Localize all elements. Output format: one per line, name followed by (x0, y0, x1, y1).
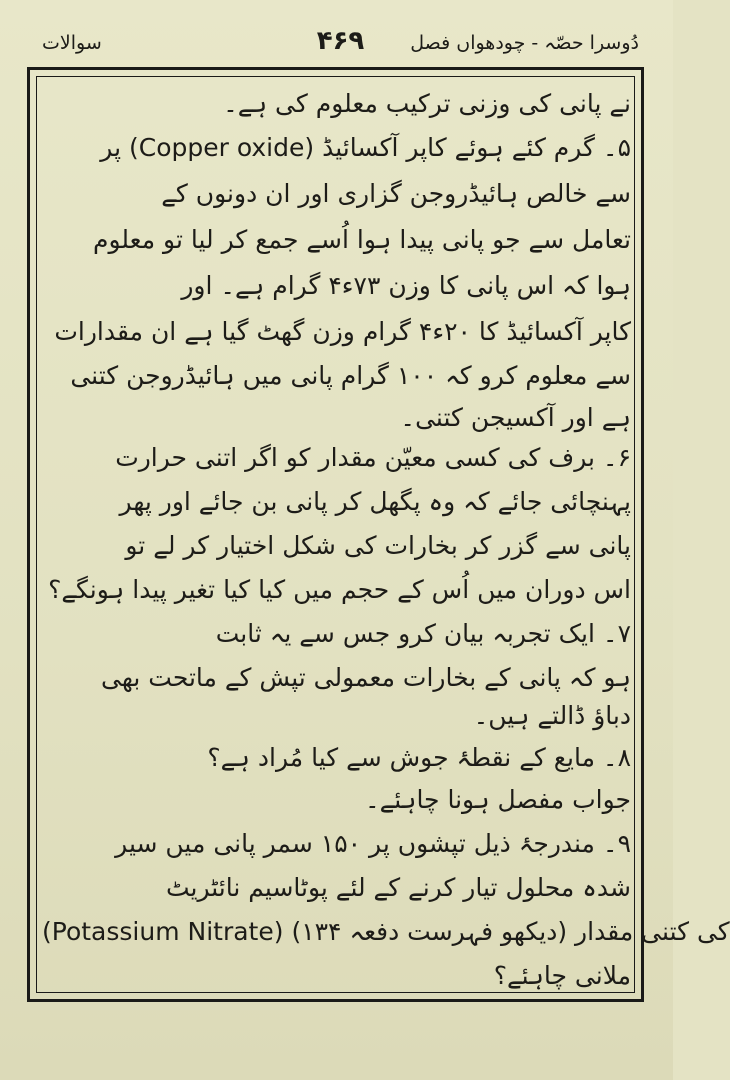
text-line: ۵۔ گرم کئے ہوئے کاپر آکسائیڈ (Copper oxide) پر (100, 133, 631, 162)
text-line: ۹۔ مندرجۂ ذیل تپشوں پر ۱۵۰ سمر پانی میں سیر (115, 829, 631, 858)
header-chapter-title: دُوسرا حصّہ - چودھواں فصل (410, 32, 639, 54)
text-line: ہوا کہ اس پانی کا وزن ۷۳ء۴ گرام ہے۔ اور (181, 271, 631, 300)
text-line: شدہ محلول تیار کرنے کے لئے پوٹاسیم نائٹریٹ (165, 873, 631, 902)
text-line: تعامل سے جو پانی پیدا ہوا اُسے جمع کر لیا تو معلوم (92, 225, 631, 254)
text-line: ملانی چاہئے؟ (493, 961, 631, 990)
text-line: ہو کہ پانی کے بخارات معمولی تپش کے ماتحت بھی (101, 663, 631, 692)
text-line: (Potassium Nitrate) کی کتنی مقدار (دیکھو فہرست دفعہ ۱۳۴) (42, 917, 730, 946)
page-header (38, 26, 643, 66)
text-line: سے خالص ہائیڈروجن گزاری اور ان دونوں کے (161, 179, 631, 208)
text-line: پہنچائی جائے کہ وہ پگھل کر پانی بن جائے اور پھر (119, 487, 631, 516)
text-line: ۷۔ ایک تجربہ بیان کرو جس سے یہ ثابت (215, 619, 631, 648)
text-line: سے معلوم کرو کہ ۱۰۰ گرام پانی میں ہائیڈروجن کتنی (70, 361, 631, 390)
text-line: دباؤ ڈالتے ہیں۔ (473, 701, 631, 730)
text-line: ہے اور آکسیجن کتنی۔ (400, 403, 631, 432)
page-number: ۴۶۹ (316, 26, 365, 56)
text-line: ۸۔ مایع کے نقطۂ جوش سے کیا مُراد ہے؟ (207, 743, 631, 772)
text-line: جواب مفصل ہونا چاہئے۔ (364, 785, 631, 814)
text-line: اس دوران میں اُس کے حجم میں کیا کیا تغیر پیدا ہونگے؟ (48, 575, 631, 604)
text-line: پانی سے گزر کر بخارات کی شکل اختیار کر لے تو (125, 531, 631, 560)
page-body (42, 82, 730, 990)
text-line: ۶۔ برف کی کسی معیّن مقدار کو اگر اتنی حرارت (115, 443, 631, 472)
text-line: نے پانی کی وزنی ترکیب معلوم کی ہے۔ (223, 89, 631, 118)
text-line: کاپر آکسائیڈ کا ۲۰ء۴ گرام وزن گھٹ گیا ہے ان مقدارات (54, 317, 631, 346)
header-section-title: سوالات (42, 32, 102, 54)
